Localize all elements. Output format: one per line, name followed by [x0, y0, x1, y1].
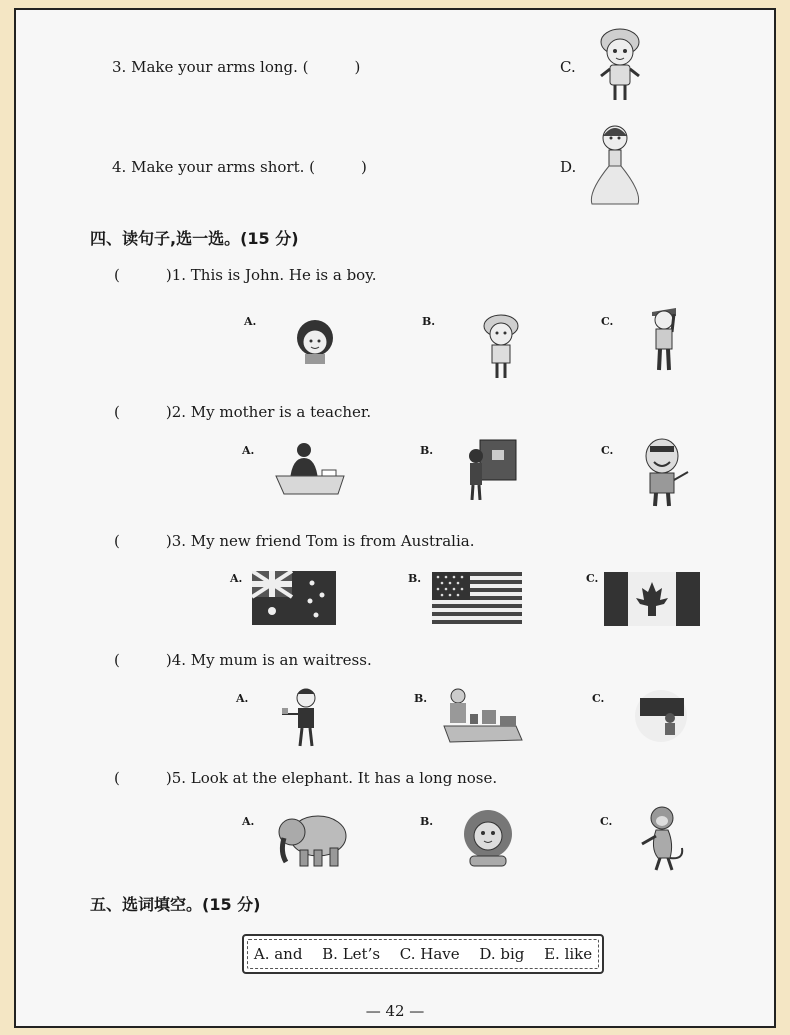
teacher-at-board-illustration — [462, 438, 518, 500]
q3-line: 3. Make your arms long. ( ) — [112, 58, 361, 76]
p4-q1-option-c-label: C. — [601, 315, 614, 328]
p4-q2-option-a-label: A. — [242, 444, 255, 457]
p4-q3-option-a-label: A. — [230, 572, 243, 585]
section-5-title: 五、选词填空。(15 分) — [90, 895, 261, 914]
old-man-with-pointer-illustration — [640, 436, 690, 508]
p4-q2-option-b-label: B. — [420, 444, 434, 457]
section-4-title: 四、读句子,选一选。(15 分) — [90, 229, 299, 248]
word-option-e: E. like — [544, 945, 593, 963]
q3-option-label: C. — [560, 58, 576, 76]
p4-q2-line: ( )2. My mother is a teacher. — [114, 403, 372, 421]
q4-line: 4. Make your arms short. ( ) — [112, 158, 367, 176]
p4-q5-line: ( )5. Look at the elephant. It has a long nose. — [114, 769, 498, 787]
p4-q4-option-b-label: B. — [414, 692, 428, 705]
p4-q1-option-a-label: A. — [244, 315, 257, 328]
curly-hair-kid-illustration — [294, 318, 336, 366]
p4-q5-option-c-label: C. — [600, 815, 613, 828]
p4-q4-line: ( )4. My mum is an waitress. — [114, 651, 372, 669]
p4-q3-line: ( )3. My new friend Tom is from Australia. — [114, 532, 475, 550]
man-at-workbench-illustration — [442, 686, 524, 748]
girl-with-hat-illustration — [478, 310, 524, 382]
word-option-d: D. big — [479, 945, 525, 963]
page-number: — 42 — — [365, 1002, 425, 1020]
p4-q5-option-a-label: A. — [242, 815, 255, 828]
worksheet-page — [14, 8, 776, 1028]
p4-q5-option-b-label: B. — [420, 815, 434, 828]
boy-saluting-illustration — [644, 302, 684, 376]
monkey-illustration — [632, 804, 688, 872]
usa-flag — [432, 572, 522, 624]
lion-illustration — [456, 806, 520, 870]
teacher-classroom-illustration — [630, 690, 692, 742]
word-option-c: C. Have — [399, 945, 460, 963]
word-bank-box — [242, 934, 604, 974]
waitress-illustration — [278, 686, 328, 748]
australia-flag — [252, 571, 336, 625]
p4-q4-option-c-label: C. — [592, 692, 605, 705]
canada-flag — [604, 572, 700, 626]
p4-q1-line: ( )1. This is John. He is a boy. — [114, 266, 377, 284]
p4-q4-option-a-label: A. — [236, 692, 249, 705]
p4-q3-option-b-label: B. — [408, 572, 422, 585]
q4-option-label: D. — [560, 158, 577, 176]
girl-with-hat-illustration — [592, 24, 648, 106]
man-at-desk-illustration — [270, 440, 350, 496]
word-option-b: B. Let’s — [322, 945, 381, 963]
elephant-illustration — [274, 808, 350, 870]
word-option-a: A. and — [253, 945, 303, 963]
p4-q3-option-c-label: C. — [586, 572, 599, 585]
p4-q1-option-b-label: B. — [422, 315, 436, 328]
p4-q2-option-c-label: C. — [601, 444, 614, 457]
girl-in-gown-illustration — [582, 122, 648, 208]
